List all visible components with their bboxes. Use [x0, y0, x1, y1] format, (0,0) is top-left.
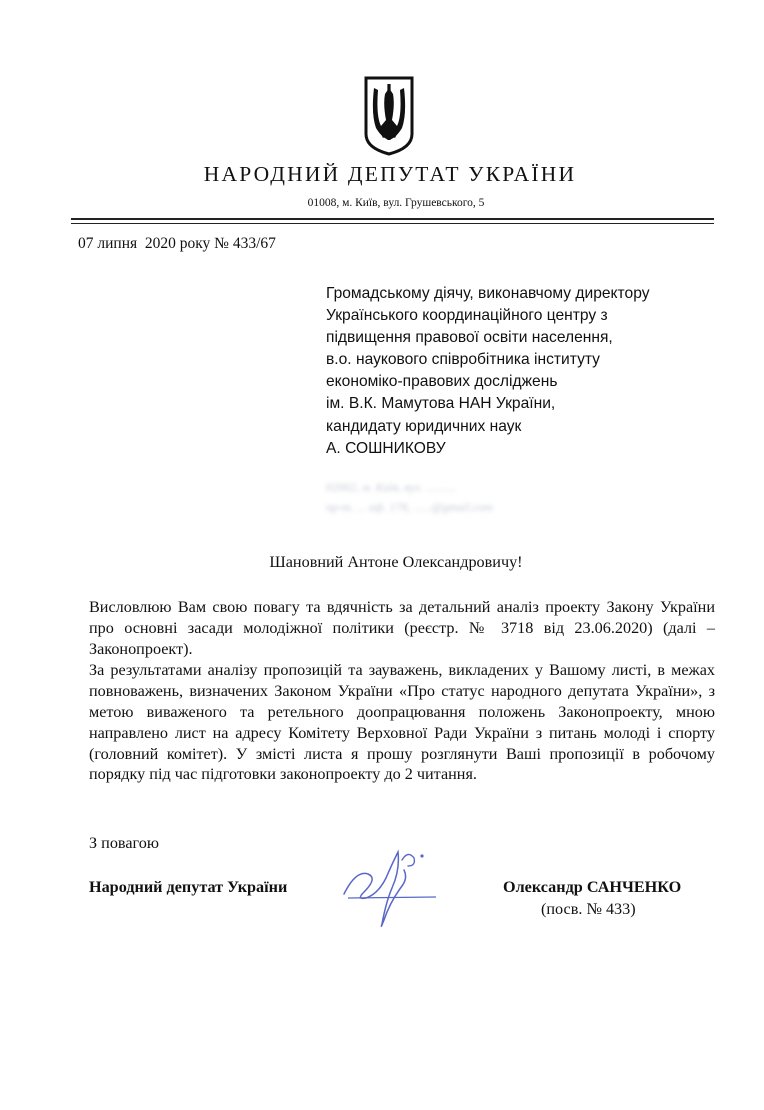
signer-title: Народний депутат України — [89, 878, 288, 896]
body-paragraph: Висловлюю Вам свою повагу та вдячність за детальний аналіз проекту Закону України про основні засади молодіжної політики (реєстр. № 3718 від 23.06.2020) (далі –Законопроект). — [89, 598, 715, 658]
signer-name: Олександр САНЧЕНКО — [503, 878, 682, 896]
tryzub-emblem-icon — [362, 74, 416, 156]
letterhead-title: НАРОДНИЙ ДЕПУТАТ УКРАЇНИ — [203, 162, 577, 186]
recipient-name: А. СОШНИКОВУ — [326, 439, 446, 457]
recipient-address-line: пр-т. ... оф. 178, ......@gmail.com — [326, 500, 493, 514]
letter-body — [89, 597, 715, 785]
recipient-line: кандидату юридичних наук — [326, 417, 522, 435]
recipient-line: економіко-правових досліджень — [326, 373, 558, 391]
body-paragraph: За результатами аналізу пропозицій та зауважень, викладених у Вашому листі, в межах повноважень, визначених Законом України «Про статус народного депутата України», з метою виваженого та ретельного доопрацювання положень Законопроекту, мною направлено лист на адресу Комітету Верховної Ради України з питань молоді і спорту (головний комітет). У змісті листа я прошу розглянути Ваші пропозиції в робочому порядку під час підготовки законопроекту до 2 читання. — [89, 661, 715, 784]
letterhead-address: 01008, м. Київ, вул. Грушевського, 5 — [307, 197, 485, 209]
recipient-address-redacted — [326, 477, 493, 517]
recipient-address-line: 02002, м. Київ, вул. .......... — [326, 480, 456, 494]
recipient-line: ім. В.К. Мамутова НАН України, — [326, 395, 556, 413]
outgoing-number: 07 липня 2020 року № 433/67 — [78, 235, 276, 252]
letterhead-rule-thin — [71, 223, 714, 224]
recipient-block — [326, 283, 650, 460]
recipient-line: підвищення правової освіти населення, — [326, 329, 613, 347]
letterhead-rule-thick — [71, 218, 714, 220]
recipient-line: в.о. наукового співробітника інституту — [326, 351, 600, 369]
signer-credential-number: (посв. № 433) — [541, 900, 636, 918]
recipient-line: Українського координаційного центру з — [326, 307, 608, 325]
closing-phrase: З повагою — [89, 834, 159, 852]
salutation: Шановний Антоне Олександровичу! — [269, 553, 523, 571]
recipient-line: Громадському діячу, виконавчому директору — [326, 285, 650, 302]
handwritten-signature-icon — [338, 840, 438, 932]
